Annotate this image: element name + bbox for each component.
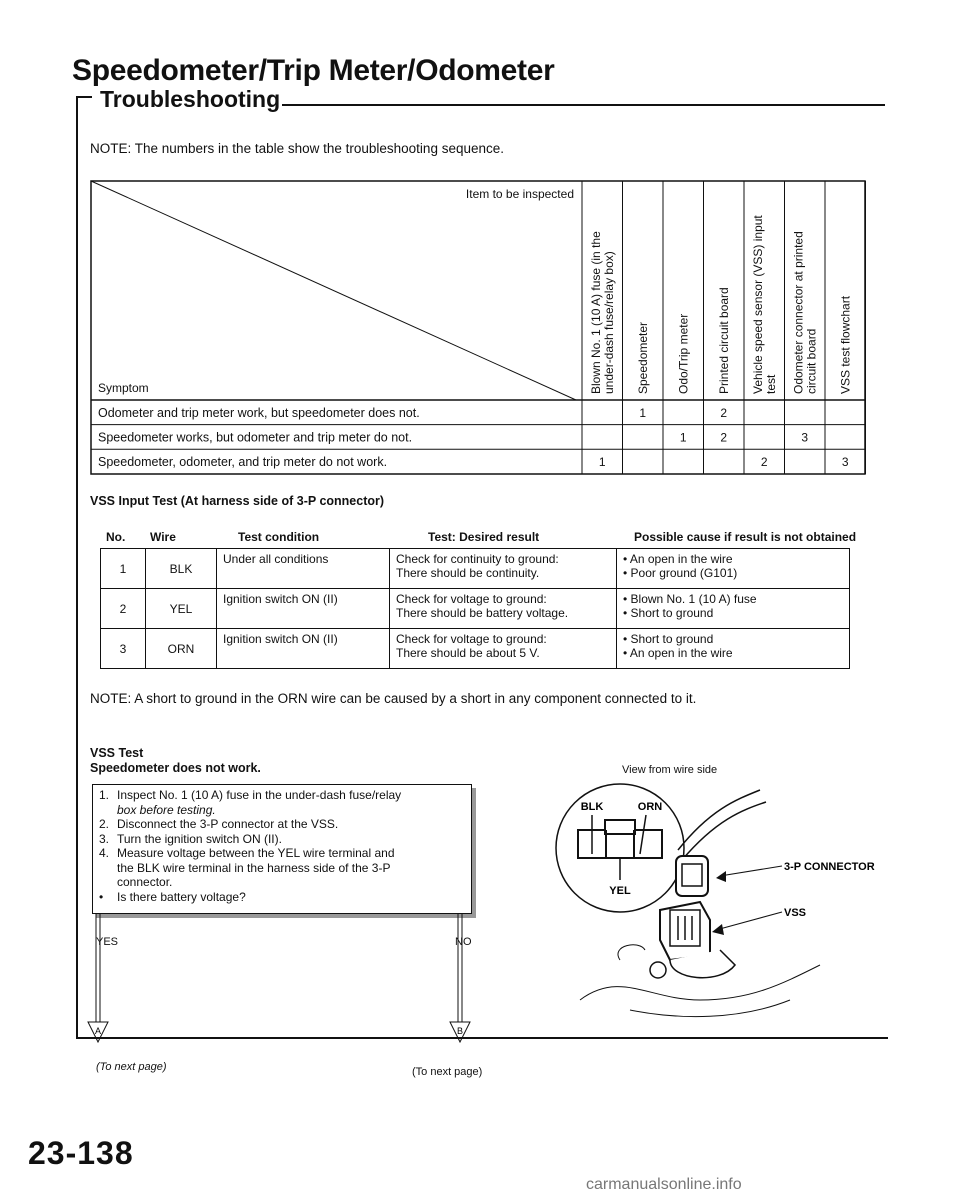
col-cause: Possible cause if result is not obtained: [634, 530, 857, 544]
sequence-number: 1: [639, 406, 647, 420]
view-caption: View from wire side: [622, 764, 718, 776]
transmission-outline: [630, 1000, 790, 1017]
column-header: Odo/Trip meter: [676, 313, 691, 394]
subtitle-tick: [76, 96, 92, 98]
cause-line: • An open in the wire: [623, 646, 733, 660]
symptom-text: Speedometer works, but odometer and trip meter do not.: [98, 430, 413, 445]
procedure-step: [99, 788, 467, 803]
row-no: 3: [101, 629, 146, 669]
step-number: 4.: [99, 846, 110, 860]
step-text: Disconnect the 3-P connector at the VSS.: [117, 817, 339, 831]
column-header: Printed circuit board: [716, 287, 731, 394]
result-line: There should be continuity.: [396, 566, 540, 580]
procedure-steps: [97, 788, 467, 904]
yes-label: YES: [96, 936, 119, 948]
table-diagonal: [91, 181, 576, 400]
row-condition: Ignition switch ON (II): [217, 629, 390, 669]
troubleshooting-table: [90, 180, 870, 480]
table-row: [101, 549, 850, 589]
left-margin-rule: [76, 96, 78, 1038]
vss-label: VSS: [784, 907, 807, 919]
row-result: [390, 549, 617, 589]
step-number: 2.: [99, 817, 110, 831]
step-text: Inspect No. 1 (10 A) fuse in the under-dash fuse/relay: [117, 788, 402, 802]
column-header: VSS test flowchart: [838, 295, 853, 394]
sequence-number: 2: [760, 455, 768, 470]
row-condition: Ignition switch ON (II): [217, 589, 390, 629]
harness-connector: [676, 856, 708, 896]
next-page-a: (To next page): [96, 1061, 167, 1073]
cause-line: • Short to ground: [623, 606, 714, 620]
column-header: Blown No. 1 (10 A) fuse (in the: [588, 231, 603, 394]
procedure-step: [119, 803, 467, 818]
sequence-number: 1: [679, 430, 687, 445]
table-row: [101, 589, 850, 629]
procedure-step: [99, 846, 467, 861]
column-header: circuit board: [804, 328, 819, 394]
vss-test-heading: VSS Test: [90, 746, 144, 760]
procedure-step: [99, 889, 467, 905]
row-wire: YEL: [146, 589, 217, 629]
row-wire: BLK: [146, 549, 217, 589]
procedure-step: [119, 861, 467, 876]
column-header: Odometer connector at printed: [791, 231, 806, 394]
step-number: •: [99, 889, 104, 904]
sequence-number: 2: [720, 430, 728, 445]
symptom-text: Speedometer, odometer, and trip meter do not work.: [98, 455, 388, 470]
result-line: There should be battery voltage.: [396, 606, 569, 620]
result-line: Check for voltage to ground:: [396, 632, 547, 646]
step-text: Measure voltage between the YEL wire terminal and: [117, 846, 395, 860]
row-no: 2: [101, 589, 146, 629]
procedure-step: [119, 875, 467, 890]
step-number: 3.: [99, 831, 110, 846]
orn-wire-note: NOTE: A short to ground in the ORN wire can be caused by a short in any component connected to it.: [90, 691, 697, 706]
row-result: [390, 589, 617, 629]
vss-connector-diagram: [520, 770, 900, 1020]
table-row: [101, 629, 850, 669]
step-text: Turn the ignition switch ON (II).: [117, 831, 282, 846]
row-cause: [617, 549, 850, 589]
watermark: carmanualsonline.info: [586, 1176, 742, 1193]
flow-connectors: [80, 914, 500, 1064]
result-line: Check for voltage to ground:: [396, 592, 547, 606]
housing-outline: [618, 945, 645, 960]
page-number: 23-138: [28, 1135, 134, 1171]
page-title: Speedometer/Trip Meter/Odometer: [72, 54, 555, 87]
bottom-rule: [76, 1037, 888, 1039]
arrow-icon: [716, 871, 726, 882]
orn-wire-line: [640, 815, 646, 854]
row-cause: [617, 629, 850, 669]
column-header: Speedometer: [635, 321, 650, 394]
subtitle-rule: [282, 104, 885, 106]
symptom-text: Odometer and trip meter work, but speedometer does not.: [98, 406, 420, 420]
sequence-number: 2: [720, 406, 728, 420]
step-text: box before testing.: [117, 802, 216, 817]
procedure-step: [99, 817, 467, 832]
step-text: connector.: [117, 875, 173, 889]
vss-input-table: [100, 548, 850, 669]
result-line: There should be about 5 V.: [396, 646, 540, 660]
step-number: 1.: [99, 788, 110, 802]
next-page-b: (To next page): [412, 1066, 483, 1078]
connector-label: 3-P CONNECTOR: [784, 861, 875, 873]
row-result: [390, 629, 617, 669]
sequence-note: NOTE: The numbers in the table show the troubleshooting sequence.: [90, 141, 504, 156]
cause-line: • Short to ground: [623, 632, 714, 646]
vss-input-heading: VSS Input Test (At harness side of 3-P connector): [90, 494, 385, 508]
result-line: Check for continuity to ground:: [396, 552, 559, 566]
item-to-inspect-label: Item to be inspected: [465, 187, 574, 201]
row-condition: Under all conditions: [217, 549, 390, 589]
row-cause: [617, 589, 850, 629]
marker-b: B: [456, 1026, 464, 1036]
cause-line: • An open in the wire: [623, 552, 733, 566]
column-header: test: [763, 374, 778, 394]
yel-label: YEL: [609, 885, 631, 897]
step-text: Is there battery voltage?: [117, 889, 246, 904]
vss-test-subheading: Speedometer does not work.: [90, 761, 261, 775]
col-result: Test: Desired result: [428, 530, 540, 544]
arrow-icon: [712, 924, 724, 935]
col-condition: Test condition: [238, 530, 320, 544]
no-label: NO: [455, 936, 472, 948]
vss-test-title: [90, 746, 261, 776]
row-wire: ORN: [146, 629, 217, 669]
sequence-number: 1: [598, 455, 606, 470]
orn-label: ORN: [637, 801, 663, 813]
procedure-box: [92, 784, 472, 914]
step-text: the BLK wire terminal in the harness side of the 3-P: [117, 860, 391, 875]
cause-line: • Poor ground (G101): [623, 566, 738, 580]
column-header: under-dash fuse/relay box): [601, 251, 616, 394]
column-header: Vehicle speed sensor (VSS) input: [750, 215, 765, 394]
col-no: No.: [106, 530, 126, 544]
col-wire: Wire: [150, 530, 176, 544]
sequence-number: 3: [841, 455, 849, 470]
procedure-step: [99, 831, 467, 847]
blk-label: BLK: [580, 801, 604, 813]
symptom-label: Symptom: [98, 381, 149, 395]
bolt-icon: [650, 962, 666, 978]
section-subtitle: Troubleshooting: [100, 86, 281, 112]
connector-leader: [720, 866, 782, 876]
vss-leader: [716, 912, 782, 930]
harness-wire: [678, 790, 760, 850]
sequence-number: 3: [801, 430, 809, 445]
connector-latch: [605, 820, 635, 834]
cause-line: • Blown No. 1 (10 A) fuse: [623, 592, 757, 606]
row-no: 1: [101, 549, 146, 589]
marker-a: A: [94, 1026, 102, 1036]
